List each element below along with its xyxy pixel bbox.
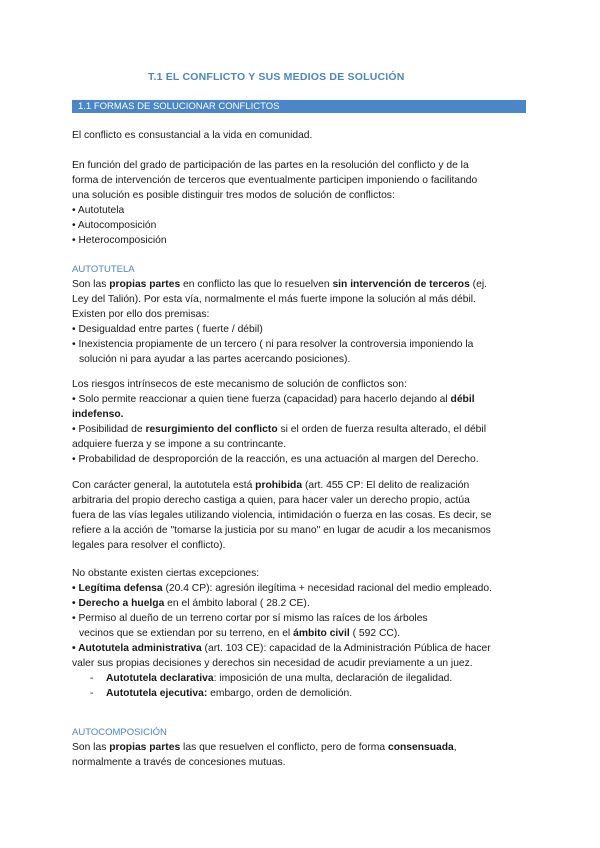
list-item: • Heterocomposición <box>72 235 167 246</box>
list-item: • Autocomposición <box>72 220 157 231</box>
intro-paragraph: El conflicto es consustancial a la vida en comunidad. <box>72 130 313 141</box>
list-item: • Desigualdad entre partes ( fuerte / débil) <box>72 324 263 335</box>
document-title: T.1 EL CONFLICTO Y SUS MEDIOS DE SOLUCIÓN <box>148 71 405 83</box>
excepciones-section: No obstante existen ciertas excepciones: • Legítima defensa (20.4 CP): agresión ilegítima + necesidad racional del medio empleado. • Derecho a huelga en el ámbito laboral ( 28.2 CE). • Permiso al dueño de un terreno cortar por sí mismo las raíces de los árboles vecinos que se extiendan por su terreno, en el ámbito civil ( 592 CC). • Autotutela administrativa (art. 103 CE): capacidad de la Administración Pública de hacer valer sus propias decisiones y derechos sin necesidad de acudir previamente a un juez. - Autotutela declarativa: imposición de una multa, declaración de ilegalidad. - Autotutela ejecutiva: embargo, orden de demolición. <box>72 566 532 701</box>
riesgos-section: Los riesgos intrínsecos de este mecanismo de solución de conflictos son: • Solo permite reaccionar a quien tiene fuerza (capacidad) para hacerlo dejando al débil indefenso. • Posibilidad de resurgimiento del conflicto si el orden de fuerza resulta alterado, el débil adquiere fuerza y se impone a su contrincante. • Probabilidad de desproporción de la reacción, es una actuación al margen del Derecho. <box>72 377 532 467</box>
list-item: • Autotutela <box>72 205 125 216</box>
list-item: • Autotutela administrativa (art. 103 CE): capacidad de la Administración Pública de hacer <box>72 643 491 654</box>
list-item: • Derecho a huelga en el ámbito laboral ( 28.2 CE). <box>72 598 310 609</box>
list-item: • Solo permite reaccionar a quien tiene fuerza (capacidad) para hacerlo dejando al débil <box>72 394 475 405</box>
subheading-autocomposicion: AUTOCOMPOSICIÓN <box>72 727 167 738</box>
list-item: - Autotutela ejecutiva: embargo, orden de demolición. <box>72 686 532 701</box>
list-item: • Probabilidad de desproporción de la reacción, es una actuación al margen del Derecho. <box>72 454 479 465</box>
list-item: - Autotutela declarativa: imposición de una multa, declaración de ilegalidad. <box>72 671 532 686</box>
list-item: • Permiso al dueño de un terreno cortar por sí mismo las raíces de los árboles <box>72 613 428 624</box>
list-item: • Legítima defensa (20.4 CP): agresión ilegítima + necesidad racional del medio empleado. <box>72 583 492 594</box>
list-item: • Inexistencia propiamente de un tercero ( ni para resolver la controversia imponiendo la <box>72 339 474 350</box>
autocomposicion-section: AUTOCOMPOSICIÓN Son las propias partes las que resuelven el conflicto, pero de forma consensuada, normalmente a través de concesiones mutuas. <box>72 725 532 770</box>
autotutela-section: AUTOTUTELA Son las propias partes en conflicto las que lo resuelven sin intervención de terceros (ej. Ley del Talión). Por esta vía, normalmente el más fuerte impone la solución al más débil. Existen por ello dos premisas: • Desigualdad entre partes ( fuerte / débil) • Inexistencia propiamente de un tercero ( ni para resolver la controversia imponiendo la solución ni para ayudar a las partes acercando posiciones). <box>72 262 532 367</box>
list-item: • Posibilidad de resurgimiento del conflicto si el orden de fuerza resulta alterado, el débil <box>72 424 486 435</box>
subheading-autotutela: AUTOTUTELA <box>72 264 135 275</box>
modes-paragraph: En función del grado de participación de las partes en la resolución del conflicto y de la forma de intervención de terceros que eventualmente participen imponiendo o facilitando una solución es posible distinguir tres modos de solución de conflictos: • Autotutela • Autocomposición • Heterocomposición <box>72 158 532 248</box>
caracter-paragraph: Con carácter general, la autotutela está prohibida (art. 455 CP: El delito de realización arbitraria del propio derecho castiga a quien, para hacer valer un derecho propio, actúa fuera de las vías legales utilizando violencia, intimidación o fuerza en las cosas. Es decir, se refiere a la acción de "tomarse la justicia por su mano" en lugar de acudir a los mecanismos legales para resolver el conflicto). <box>72 480 492 551</box>
section-heading: 1.1 FORMAS DE SOLUCIONAR CONFLICTOS <box>72 100 526 113</box>
